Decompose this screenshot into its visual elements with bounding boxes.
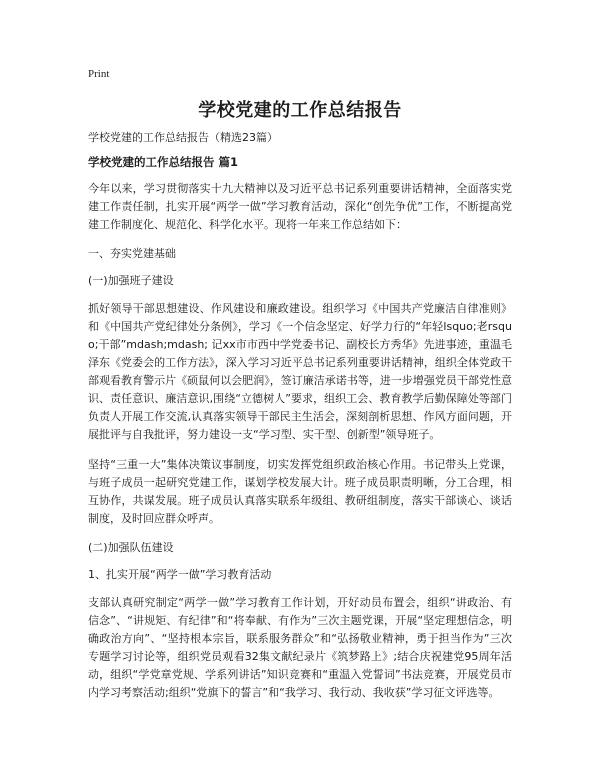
document-subtitle: 学校党建的工作总结报告（精选23篇） (88, 131, 278, 144)
intro-paragraph: 今年以来，学习贯彻落实十九大精神以及习近平总书记系列重要讲话精神，全面落实党建工作责任制，扎实开展“两学一做”学习教育活动，深化“创先争优”工作，不断提高党建工作制度化、规范化、科学化水平。现将一年来工作总结如下： (88, 182, 512, 231)
section-title: 学校党建的工作总结报告 篇1 (88, 155, 239, 169)
document-body (88, 130, 512, 714)
document-title: 学校党建的工作总结报告 (198, 100, 402, 121)
heading-leadership: (一)加强班子建设 (88, 274, 174, 287)
paragraph-study-activity: 支部认真研究制定“两学一做”学习教育工作计划，开好动员布置会，组织“讲政治、有信念”、“讲规矩、有纪律”和“将奉献、有作为”三次主题党课，开展“坚定理想信念，明确政治方向”、“坚持根本宗旨，联系服务群众”和“弘扬敬业精神，勇于担当作为”三次专题学习讨论等，组织党员观看32集文献纪录片《筑梦路上》;结合庆祝建党95周年活动，组织“学党章党规、学系列讲话”知识竞赛和“重温入党誓词”书法竞赛，开展党员市内学习考察活动;组织“党旗下的誓言”和“我学习、我行动、我收获”学习征文评选等。 (88, 596, 512, 699)
heading-team: (二)加强队伍建设 (88, 541, 174, 554)
paragraph-leadership-1: 抓好领导干部思想建设、作风建设和廉政建设。组织学习《中国共产党廉洁自律准则》和《中国共产党纪律处分条例》，学习《一个信念坚定、好学力行的“年轻lsquo;老rsquo;干部”mdash;mdash; 记xx市市西中学党委书记、副校长方秀华》先进事迹，重温毛泽东《党委会的工作方法》，深入学习习近平总书记系列重要讲话精神，组织全体党政干部观看教育警示片《硕鼠何以会肥润》，签订廉洁承诺书等，进一步增强党员干部党性意识、责任意识、廉洁意识,围绕“立德树人”要求，组织工会、教育教学后勤保障处等部门负责人开展工作交流,认真落实领导干部民主生活会，深刻剖析思想、作风方面问题，开展批评与自我批评，努力建设一支“学习型、实干型、创新型”领导班子。 (88, 302, 512, 441)
heading-foundation: 一、夯实党建基础 (88, 247, 176, 260)
heading-study-activity: 1、扎实开展“两学一做”学习教育活动 (88, 568, 272, 581)
print-link[interactable]: Print (88, 68, 110, 80)
paragraph-leadership-2: 坚持“三重一大”集体决策议事制度，切实发挥党组织政治核心作用。书记带头上党课，与班子成员一起研究党建工作，谋划学校发展大计。班子成员职责明晰，分工合理，相互协作，共谋发展。班子成员认真落实联系年级组、教研组制度，落实干部谈心、谈话制度，及时回应群众呼声。 (88, 458, 512, 525)
